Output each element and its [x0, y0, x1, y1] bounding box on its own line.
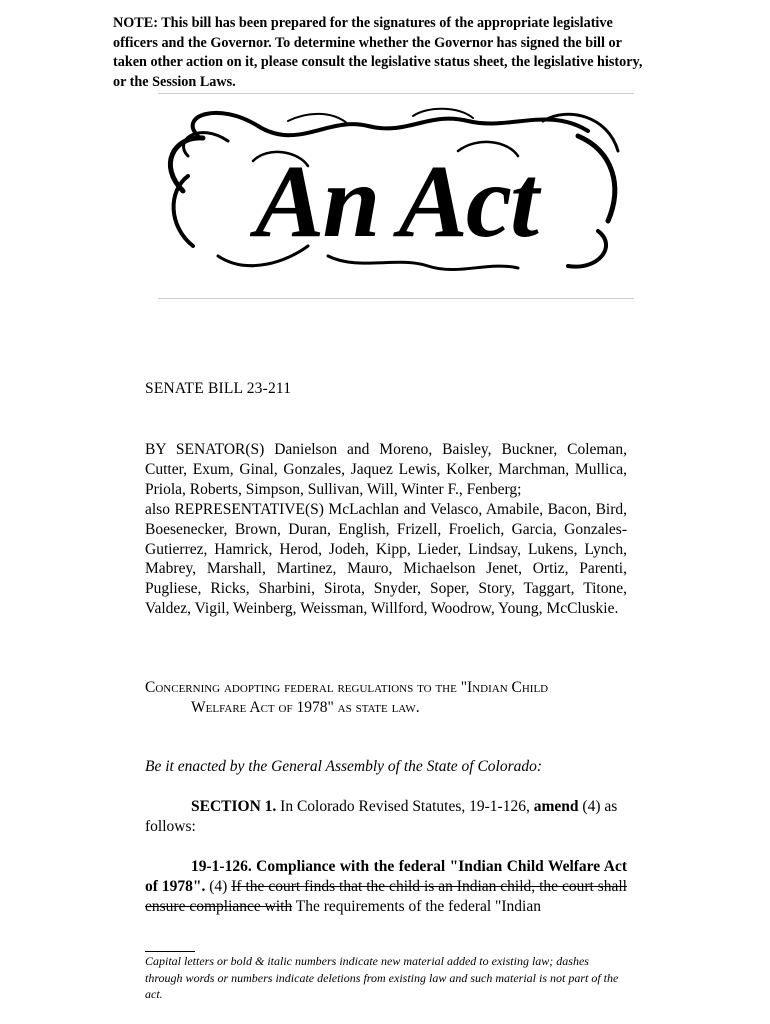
enacting-clause: Be it enacted by the General Assembly of the State of Colorado: — [145, 758, 543, 775]
bill-title-line-1: Concerning adopting federal regulations to the "Indian Child — [145, 679, 549, 696]
an-act-banner — [158, 96, 634, 296]
section-1-text-after: (4) as follows: — [145, 798, 618, 835]
senate-sponsors: BY SENATOR(S) Danielson and Moreno, Baisley, Buckner, Coleman, Cutter, Exum, Ginal, Gonzales, Jaquez Lewis, Kolker, Marchman, Mullica, Priola, Roberts, Simpson, Sullivan, Will, Winter F., Fenberg; — [145, 441, 627, 498]
bill-title — [145, 678, 627, 718]
section-1-text-before: In Colorado Revised Statutes, 19-1-126, — [276, 798, 534, 815]
banner-bottom-rule — [158, 298, 634, 299]
statute-text — [145, 857, 627, 917]
section-1-amend: amend — [533, 798, 579, 815]
bill-title-line-2: Welfare Act of 1978" as state law. — [191, 699, 420, 716]
footnote-rule — [145, 951, 195, 952]
deleted-text: If the court finds that the child is an Indian child, the court shall ensure compliance with — [145, 878, 627, 915]
sponsors-block — [145, 440, 627, 619]
an-act-flourish — [158, 96, 634, 296]
section-1-label: SECTION 1. — [191, 798, 277, 815]
statute-heading: 19-1-126. Compliance with the federal "Indian Child Welfare Act of 1978". — [145, 858, 627, 895]
section-1 — [145, 797, 627, 837]
footnote: Capital letters or bold & italic numbers indicate new material added to existing law; dashes through words or numbers indicate deletions from existing law and such material is not part of the act. — [145, 954, 619, 1001]
an-act-banner-text: An Act — [255, 144, 537, 259]
new-text: The requirements of the federal "Indian — [292, 898, 541, 915]
house-sponsors: also REPRESENTATIVE(S) McLachlan and Velasco, Amabile, Bacon, Bird, Boesenecker, Brown, Duran, English, Frizell, Froelich, Garcia, Gonzales-Gutierrez, Hamrick, Herod, Jodeh, Kipp, Lieder, Lindsay, Lukens, Lynch, Mabrey, Marshall, Martinez, Mauro, Michaelson Jenet, Ortiz, Parenti, Pugliese, Ricks, Sharbini, Sirota, Snyder, Soper, Story, Taggart, Titone, Valdez, Vigil, Weinberg, Weissman, Willford, Woodrow, Young, McCluskie. — [145, 500, 627, 618]
statute-subsection: (4) — [205, 878, 232, 895]
signature-note: NOTE: This bill has been prepared for the signatures of the appropriate legislative officers and the Governor. To determine whether the Governor has signed the bill or taken other action on it, please consult the legislative status sheet, the legislative history, or the Session Laws. — [113, 15, 643, 90]
banner-top-rule — [158, 93, 634, 94]
bill-number: SENATE BILL 23-211 — [145, 380, 292, 397]
